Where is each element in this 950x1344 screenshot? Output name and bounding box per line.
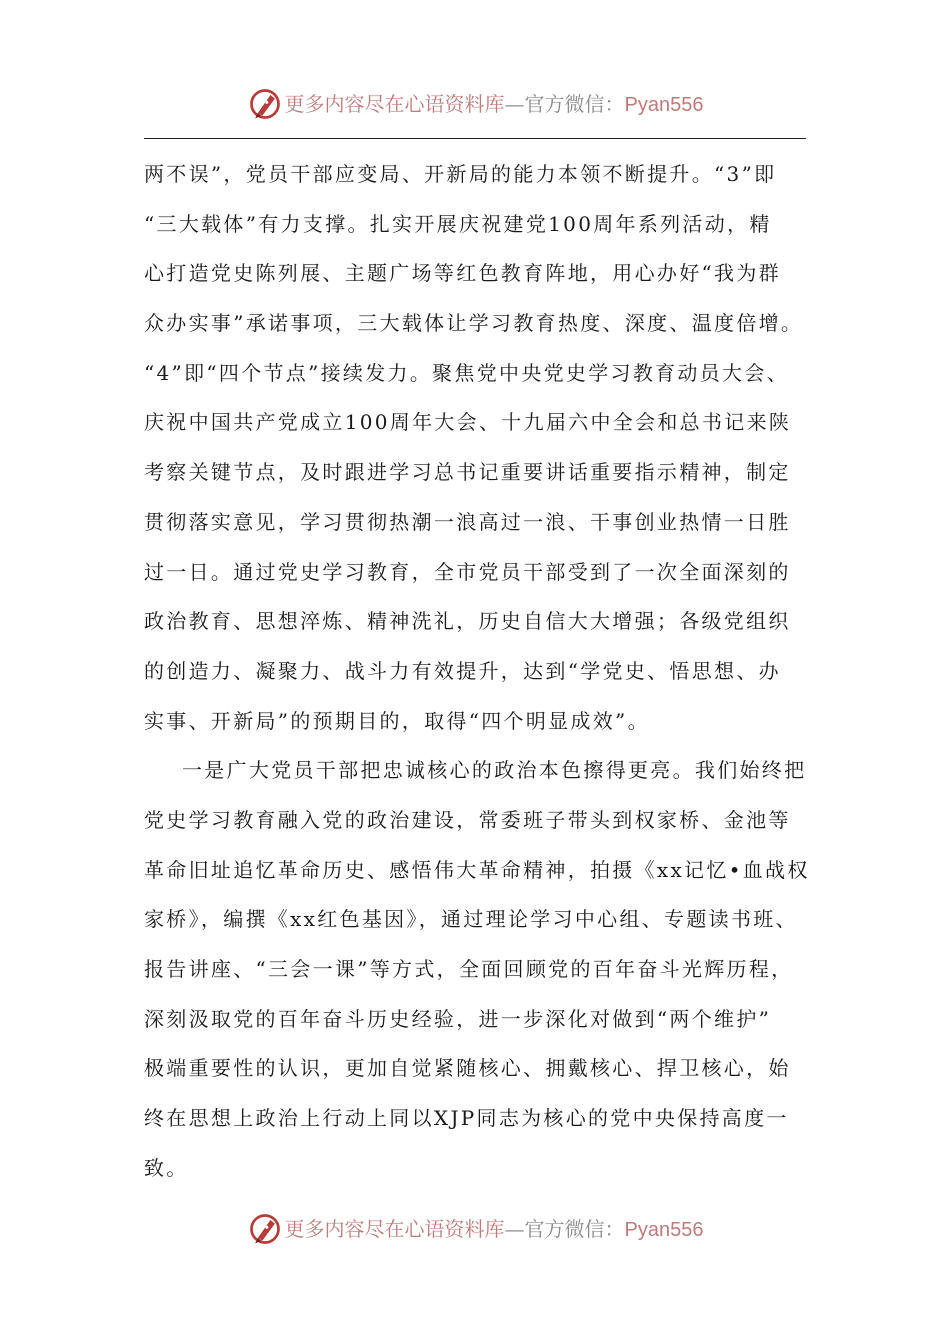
- footer-separator: —: [504, 1216, 525, 1241]
- text-line: 极端重要性的认识，更加自觉紧随核心、拥戴核心、捍卫核心，始: [144, 1056, 791, 1081]
- header-divider: [144, 138, 806, 139]
- text-line: 贯彻落实意见，学习贯彻热潮一浪高过一浪、干事创业热情一日胜: [144, 509, 791, 534]
- pen-nib-logo-icon: [247, 1211, 283, 1247]
- text-line: 两不误”，党员干部应变局、开新局的能力本领不断提升。“3”即: [144, 162, 777, 186]
- text-line: 众办实事”承诺事项，三大载体让学习教育热度、深度、温度倍增。: [144, 311, 804, 336]
- text-line: 终在思想上政治上行动上同以XJP同志为核心的党中央保持高度一: [144, 1106, 789, 1131]
- header-separator: —: [504, 91, 525, 116]
- paragraph-first-line: 一是广大党员干部把忠诚核心的政治本色擦得更亮。我们始终把: [182, 758, 807, 783]
- header-wechat-id: Pyan556: [624, 93, 704, 116]
- footer-banner: [0, 1209, 950, 1249]
- text-line: 心打造党史陈列展、主题广场等红色教育阵地，用心办好“我为群: [144, 261, 781, 286]
- text-line: “三大载体”有力支撑。扎实开展庆祝建党100周年系列活动，精: [144, 211, 772, 236]
- header-site-text: 更多内容尽在心语资料库: [284, 91, 505, 116]
- text-line: 党史学习教育融入党的政治建设，常委班子带头到权家桥、金池等: [144, 807, 791, 832]
- text-line: 过一日。通过党史学习教育，全市党员干部受到了一次全面深刻的: [144, 559, 791, 584]
- header-wechat-label: 官方微信：: [524, 91, 625, 116]
- document-body: [144, 150, 824, 1193]
- text-line: “4”即“四个节点”接续发力。聚焦党中央党史学习教育动员大会、: [144, 360, 789, 385]
- text-line: 深刻汲取党的百年奋斗历史经验，进一步深化对做到“两个维护”: [144, 1006, 772, 1031]
- text-line: 考察关键节点，及时跟进学习总书记重要讲话重要指示精神，制定: [144, 460, 791, 485]
- footer-watermark-text: [285, 1209, 704, 1250]
- footer-wechat-label: 官方微信：: [524, 1216, 625, 1241]
- text-line: 致。: [144, 1155, 189, 1180]
- pen-nib-logo-icon: [247, 86, 283, 122]
- text-line: 庆祝中国共产党成立100周年大会、十九届六中全会和总书记来陕: [144, 410, 792, 435]
- text-line: 革命旧址追忆革命历史、感悟伟大革命精神，拍摄《xx记忆•血战权: [144, 857, 810, 882]
- footer-site-text: 更多内容尽在心语资料库: [284, 1216, 505, 1241]
- text-line: 政治教育、思想淬炼、精神洗礼，历史自信大大增强；各级党组织: [144, 609, 791, 634]
- header-watermark-text: [285, 84, 704, 125]
- text-line: 报告讲座、“三会一课”等方式，全面回顾党的百年奋斗光辉历程，: [144, 957, 794, 981]
- header-banner: [0, 84, 950, 124]
- footer-wechat-id: Pyan556: [624, 1218, 704, 1241]
- text-line: 实事、开新局”的预期目的，取得“四个明显成效”。: [144, 708, 650, 733]
- text-line: 家桥》，编撰《xx红色基因》，通过理论学习中心组、专题读书班、: [144, 907, 798, 932]
- text-line: 的创造力、凝聚力、战斗力有效提升，达到“学党史、悟思想、办: [144, 658, 781, 683]
